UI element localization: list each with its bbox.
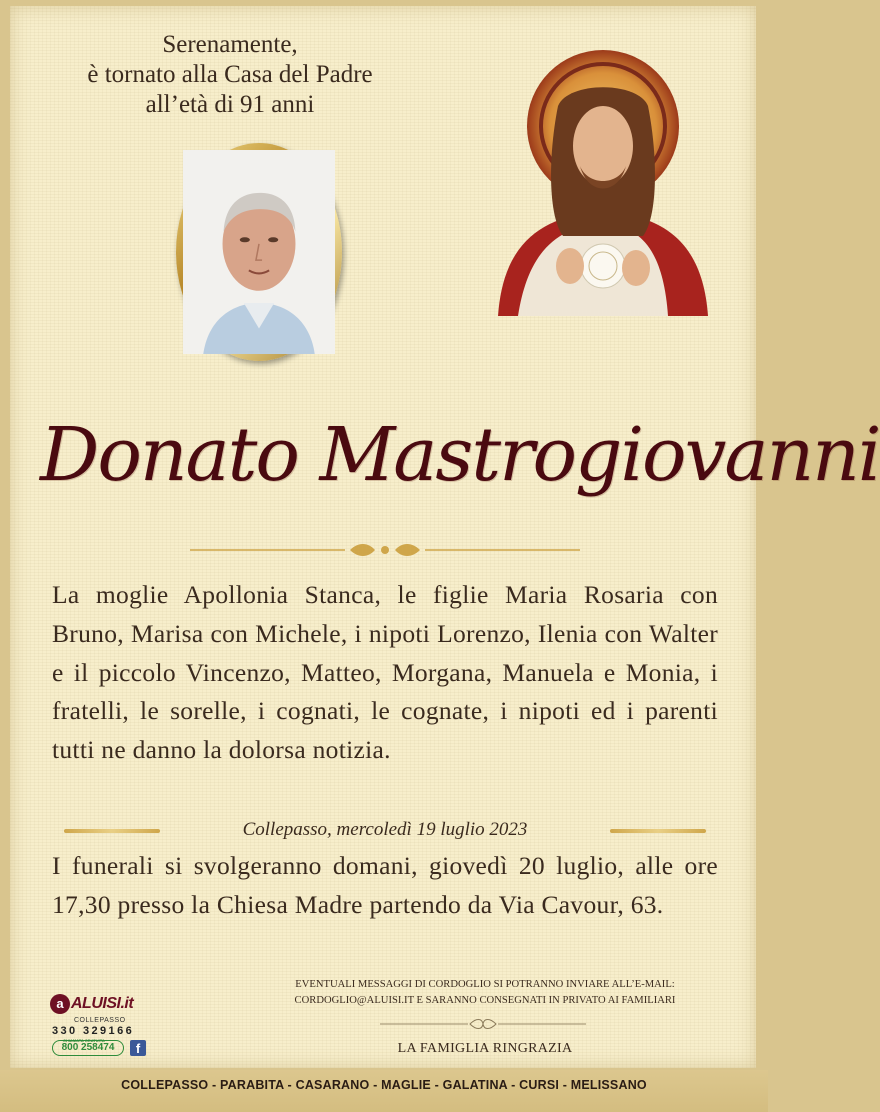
deceased-photo — [176, 143, 342, 361]
freephone-number: 800 258474 — [61, 1042, 115, 1053]
intro-text — [60, 30, 400, 120]
freephone-caption: CHIAMATA GRATUITA — [63, 1038, 105, 1043]
logo-mark-icon: a — [50, 994, 70, 1014]
dateline-text: Collepasso, mercoledì 19 luglio 2023 — [242, 819, 528, 840]
announcement-text: La moglie Apollonia Stanca, le figlie Maria Rosaria con Bruno, Marisa con Michele, i nipoti Lorenzo, Ilenia con Walter e il piccolo Vincenzo, Matteo, Morgana, Manuela e Monia, i fratelli, le sorelle, i cognati, le cognate, i nipoti ed i parenti tutti ne danno la dolorsa notizia. — [52, 580, 718, 765]
dateline — [60, 817, 710, 845]
deceased-name: Donato Mastrogiovanni — [40, 412, 880, 498]
funeral-home-logo — [50, 993, 160, 1063]
funeral-text: I funerali si svolgeranno domani, giovedì 20 luglio, alle ore 17,30 presso la Chiesa Madre partendo da Via Cavour, 63. — [52, 851, 718, 919]
freephone-badge — [52, 1040, 124, 1056]
messages-line-1: EVENTUALI MESSAGGI DI CORDOGLIO SI POTRANNO INVIARE ALL’E-MAIL: — [295, 979, 675, 990]
family-thanks: LA FAMIGLIA RINGRAZIA — [397, 1041, 573, 1056]
ornament-divider-bottom — [380, 1017, 586, 1031]
intro-line-3: all’età di 91 anni — [145, 91, 315, 118]
messages-line-2: CORDOGLIO@ALUISI.IT E SARANNO CONSEGNATI IN PRIVATO AI FAMILIARI — [294, 995, 676, 1006]
condolence-messages — [255, 977, 715, 1009]
sacred-heart-image — [488, 46, 718, 316]
ornament-divider-top — [190, 541, 580, 559]
logo-phone: 330 329166 — [52, 1025, 135, 1037]
footer-locations: COLLEPASSO - PARABITA - CASARANO - MAGLIE - GALATINA - CURSI - MELISSANO — [0, 1070, 768, 1112]
intro-line-2: è tornato alla Casa del Padre — [87, 61, 373, 88]
logo-location: COLLEPASSO — [74, 1017, 126, 1024]
facebook-icon[interactable]: f — [130, 1040, 146, 1056]
gold-bar-right — [610, 829, 706, 833]
logo-brand: ALUISI.it — [71, 995, 134, 1012]
intro-line-1: Serenamente, — [162, 31, 298, 58]
